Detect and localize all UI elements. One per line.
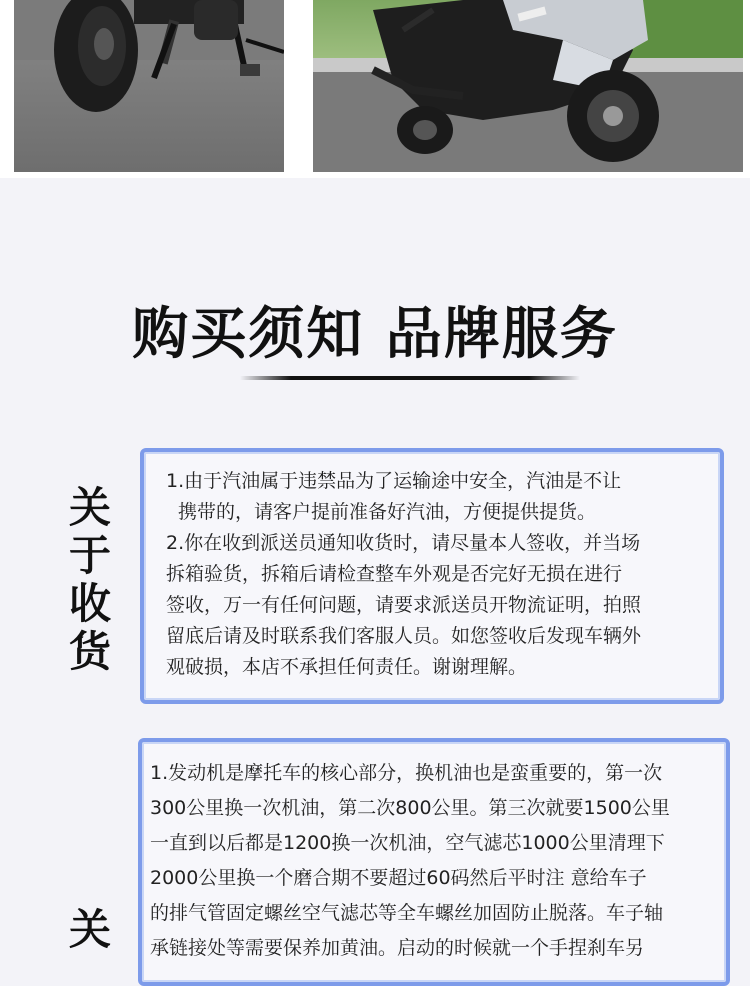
maintenance-notice-box (138, 738, 730, 986)
receiving-notice-text (166, 466, 712, 683)
notice-line: 携带的，请客户提前准备好汽油，方便提供提货。 (178, 501, 597, 523)
scooter-rear-wheel-photo (14, 0, 284, 172)
section-label-maintenance (60, 906, 120, 954)
notice-line: 承链接处等需要保养加黄油。启动的时候就一个手捏刹车另 (150, 937, 645, 959)
notice-line: 签收，万一有任何问题，请要求派送员开物流证明，拍照 (166, 594, 642, 616)
section-label-char: 关 (68, 905, 111, 954)
notice-line: 1.发动机是摩托车的核心部分，换机油也是蛮重要的，第一次 (150, 762, 663, 784)
maintenance-notice-text (150, 756, 718, 966)
section-label-char: 收 (68, 579, 111, 628)
notice-line: 2000公里换一个磨合期不要超过60码然后平时注 意给车子 (150, 867, 647, 889)
section-label-char: 货 (68, 627, 111, 676)
section-label-char: 关 (68, 483, 111, 532)
title-divider (240, 376, 580, 380)
section-label-char: 于 (68, 531, 111, 580)
receiving-notice-box (140, 448, 724, 704)
notice-line: 观破损，本店不承担任何责任。谢谢理解。 (166, 656, 528, 678)
notice-line: 300公里换一次机油，第二次800公里。第三次就要1500公里 (150, 797, 670, 819)
page-title: 购买须知 品牌服务 (132, 302, 618, 367)
notice-line: 拆箱验货，拆箱后请检查整车外观是否完好无损在进行 (166, 563, 623, 585)
notice-line: 一直到以后都是1200换一次机油，空气滤芯1000公里清理下 (150, 832, 665, 854)
notice-line: 的排气管固定螺丝空气滤芯等全车螺丝加固防止脱落。车子轴 (150, 902, 664, 924)
section-label-receiving (60, 484, 120, 676)
notice-line: 留底后请及时联系我们客服人员。如您签收后发现车辆外 (166, 625, 642, 647)
scooter-front-photo (313, 0, 743, 172)
notice-line: 1.由于汽油属于违禁品为了运输途中安全，汽油是不让 (166, 470, 622, 492)
notice-line: 2.你在收到派送员通知收货时，请尽量本人签收，并当场 (166, 532, 641, 554)
